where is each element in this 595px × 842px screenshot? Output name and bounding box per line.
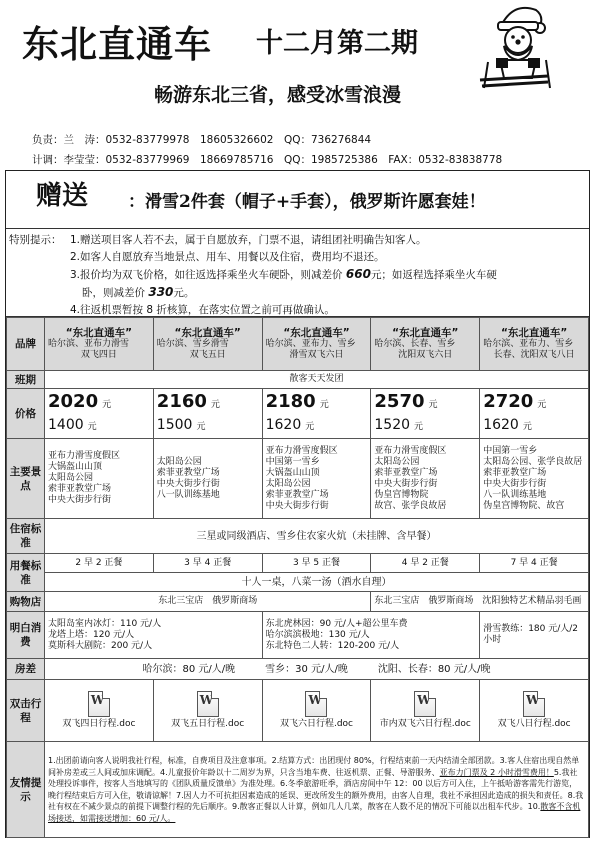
notes-label: 特别提示： <box>9 234 62 246</box>
adult-price: 2020 <box>48 391 99 412</box>
row-header-tips: 友情提示 <box>7 742 45 838</box>
table-row <box>7 573 589 592</box>
contact-planner: 计调：李莹莹：0532-83779969 18669785716 QQ：1985725386 FAX：0532-83838778 <box>32 154 503 166</box>
table-row <box>7 612 589 659</box>
row-header-itinerary: 双击行程 <box>7 680 45 742</box>
gift-banner <box>6 171 589 229</box>
hotel-cell: 三星或同级酒店、雪乡住农家火炕（未挂牌、含早餐） <box>45 519 589 554</box>
itinerary-file[interactable]: W 双飞四日行程.doc <box>45 680 154 742</box>
shop-cell-right: 东北三宝店 俄罗斯商场 沈阳独特艺术精品羽毛画 <box>371 592 589 612</box>
price-cell: 2180 元 1620 元 <box>262 389 371 439</box>
shop-cell-left: 东北三宝店 俄罗斯商场 <box>45 592 371 612</box>
row-header-schedule: 班期 <box>7 371 45 389</box>
child-price: 1620 <box>265 417 302 433</box>
row-header-brand: 品牌 <box>7 318 45 371</box>
extra-cell: 太阳岛室内冰灯：110 元/人 龙塔上塔：120 元/人 莫斯科大剧院：200 元/人 <box>45 612 263 659</box>
brand-cell: “东北直通车” 哈尔滨、雪乡滑雪 双飞五日 <box>153 318 262 371</box>
itinerary-file[interactable]: W 双飞八日行程.doc <box>480 680 589 742</box>
special-notes <box>6 229 589 317</box>
spots-cell: 亚布力滑雪度假区 中国第一雪乡 大锅盔山山顶 太阳岛公园 索菲亚教堂广场 中央大街步行街 <box>262 439 371 519</box>
price-cell: 2570 元 1520 元 <box>371 389 480 439</box>
table-row <box>7 742 589 838</box>
itinerary-file[interactable]: W 双飞五日行程.doc <box>153 680 262 742</box>
meal-count-cell: 4 早 2 正餐 <box>371 554 480 573</box>
row-header-extra: 明白消费 <box>7 612 45 659</box>
row-header-hotel: 住宿标准 <box>7 519 45 554</box>
tips-cell: 1.出团前请向客人说明我社行程，标准，自费项目及注意事项。2.结算方式：出团现付 80%，行程结束前一天内结清全部团款。3.客人住宿出现自然单间补房差或三人间或加床调配。4.儿童报价年龄以十二周岁为界，只含当地车费、往返机票、正餐、导游服务、亚布力门票及 2 小时滑雪费用！5.我社处理投诉事件，按客人当地填写的《团队质量反馈单》为准处理。6.冬季旅游旺季，酒店房间中午 12：00 以后方可入住，上午抵哈游客需先行游览，晚行程结束后方可入住，敬请谅解！7.因人力不可抗拒因素造成的延误、更改所发生的额外费用，由客人自理，我社不承担因此造成的损失和责任。8.我社有权在不减少景点的前提下调整行程的先后顺序。9.散客正餐以人计算，例如几人几菜，散客在人数不足的情况下可能以出租车代步。10.散客不含机场接送，如需接送增加：60 元/人。 <box>45 742 589 838</box>
room-diff-cell: 哈尔滨：80 元/人/晚 雪乡：30 元/人/晚 沈阳、长春：80 元/人/晚 <box>45 659 589 680</box>
meal-standard-cell: 十人一桌，八菜一汤（酒水自理） <box>45 573 589 592</box>
adult-price: 2720 <box>483 391 534 412</box>
child-price: 1520 <box>374 417 411 433</box>
train-discount-roundtrip: 660 <box>345 267 371 281</box>
schedule-cell: 散客天天发团 <box>45 371 589 389</box>
skiing-santa-illustration <box>474 2 554 90</box>
meal-count-cell: 3 早 5 正餐 <box>262 554 371 573</box>
spots-cell: 亚布力滑雪度假区 太阳岛公园 索菲亚教堂广场 中央大街步行街 伪皇宫博物院 故宫、张学良故居 <box>371 439 480 519</box>
adult-price: 2180 <box>265 391 316 412</box>
table-row <box>7 519 589 554</box>
gift-label: 赠送 <box>36 181 89 211</box>
note-item: 1.赠送项目客人若不去，属于自愿放弃，门票不退，请组团社明确告知客人。 <box>70 234 427 246</box>
word-document-icon[interactable] <box>414 691 436 717</box>
main-content-box <box>5 170 590 838</box>
row-header-spots: 主要景点 <box>7 439 45 519</box>
note-item: 3.报价均为双飞价格，如往返选择乘坐火车硬卧，则减差价 660元；如返程选择乘坐火车硬 <box>70 267 497 281</box>
spots-cell: 太阳岛公园 索菲亚教堂广场 中央大街步行街 八一队训练基地 <box>153 439 262 519</box>
price-cell: 2160 元 1500 元 <box>153 389 262 439</box>
page-subtitle: 畅游东北三省，感受冰雪浪漫 <box>154 84 402 106</box>
price-cell: 2020 元 1400 元 <box>45 389 154 439</box>
brand-cell: “东北直通车” 哈尔滨、长春、雪乡 沈阳双飞六日 <box>371 318 480 371</box>
table-row <box>7 680 589 742</box>
word-document-icon[interactable] <box>197 691 219 717</box>
word-document-icon[interactable] <box>523 691 545 717</box>
row-header-room: 房差 <box>7 659 45 680</box>
brand-cell: “东北直通车” 哈尔滨、亚布力滑雪 双飞四日 <box>45 318 154 371</box>
row-header-meal: 用餐标准 <box>7 554 45 592</box>
train-discount-return: 330 <box>148 285 174 299</box>
meal-count-cell: 7 早 4 正餐 <box>480 554 589 573</box>
notes-list <box>70 232 585 319</box>
row-header-shop: 购物店 <box>7 592 45 612</box>
note-item: 4.往返机票暂按 8 折核算，在落实位置之前可再做确认。 <box>70 304 335 316</box>
word-document-icon[interactable] <box>305 691 327 717</box>
child-price: 1500 <box>156 417 193 433</box>
brand-cell: “东北直通车” 哈尔滨、亚布力、雪乡 滑雪双飞六日 <box>262 318 371 371</box>
itinerary-file[interactable]: W 市内双飞六日行程.doc <box>371 680 480 742</box>
page-title: 东北直通车 <box>22 22 212 66</box>
adult-price: 2160 <box>156 391 207 412</box>
meal-count-cell: 2 早 2 正餐 <box>45 554 154 573</box>
product-table <box>6 317 589 838</box>
table-row <box>7 439 589 519</box>
table-row <box>7 592 589 612</box>
meal-count-cell: 3 早 4 正餐 <box>153 554 262 573</box>
table-row <box>7 318 589 371</box>
row-header-price: 价格 <box>7 389 45 439</box>
note-item: 卧，则减差价 330元。 <box>82 285 195 299</box>
table-row <box>7 554 589 573</box>
table-row <box>7 389 589 439</box>
issue-title: 十二月第二期 <box>256 28 418 59</box>
extra-cell: 东北虎林园：90 元/人+超公里车费 哈尔滨滨极地：130 元/人 东北特色二人转：120-200 元/人 <box>262 612 480 659</box>
brand-cell: “东北直通车” 哈尔滨、亚布力、雪乡 长春、沈阳双飞八日 <box>480 318 589 371</box>
itinerary-file[interactable]: W 双飞六日行程.doc <box>262 680 371 742</box>
price-cell: 2720 元 1620 元 <box>480 389 589 439</box>
adult-price: 2570 <box>374 391 425 412</box>
child-price: 1620 <box>483 417 519 433</box>
extra-cell: 滑雪教练：180 元/人/2 小时 <box>480 612 589 659</box>
note-item: 2.如客人自愿放弃当地景点、用车、用餐以及住宿，费用均不退还。 <box>70 251 385 263</box>
table-row <box>7 659 589 680</box>
word-document-icon[interactable] <box>88 691 110 717</box>
table-row <box>7 371 589 389</box>
spots-cell: 亚布力滑雪度假区 大锅盔山山顶 太阳岛公园 索菲亚教堂广场 中央大街步行街 <box>45 439 154 519</box>
header <box>0 0 595 170</box>
child-price: 1400 <box>48 417 84 433</box>
contact-manager: 负责：兰 涛：0532-83779978 18605326602 QQ：736276844 <box>32 134 372 146</box>
gift-text: ：滑雪2件套（帽子+手套），俄罗斯许愿套娃！ <box>128 192 486 212</box>
spots-cell: 中国第一雪乡 太阳岛公园、张学良故居 索菲亚教堂广场 中央大街步行街 八一队训练基地 伪皇宫博物院、故宫 <box>480 439 589 519</box>
